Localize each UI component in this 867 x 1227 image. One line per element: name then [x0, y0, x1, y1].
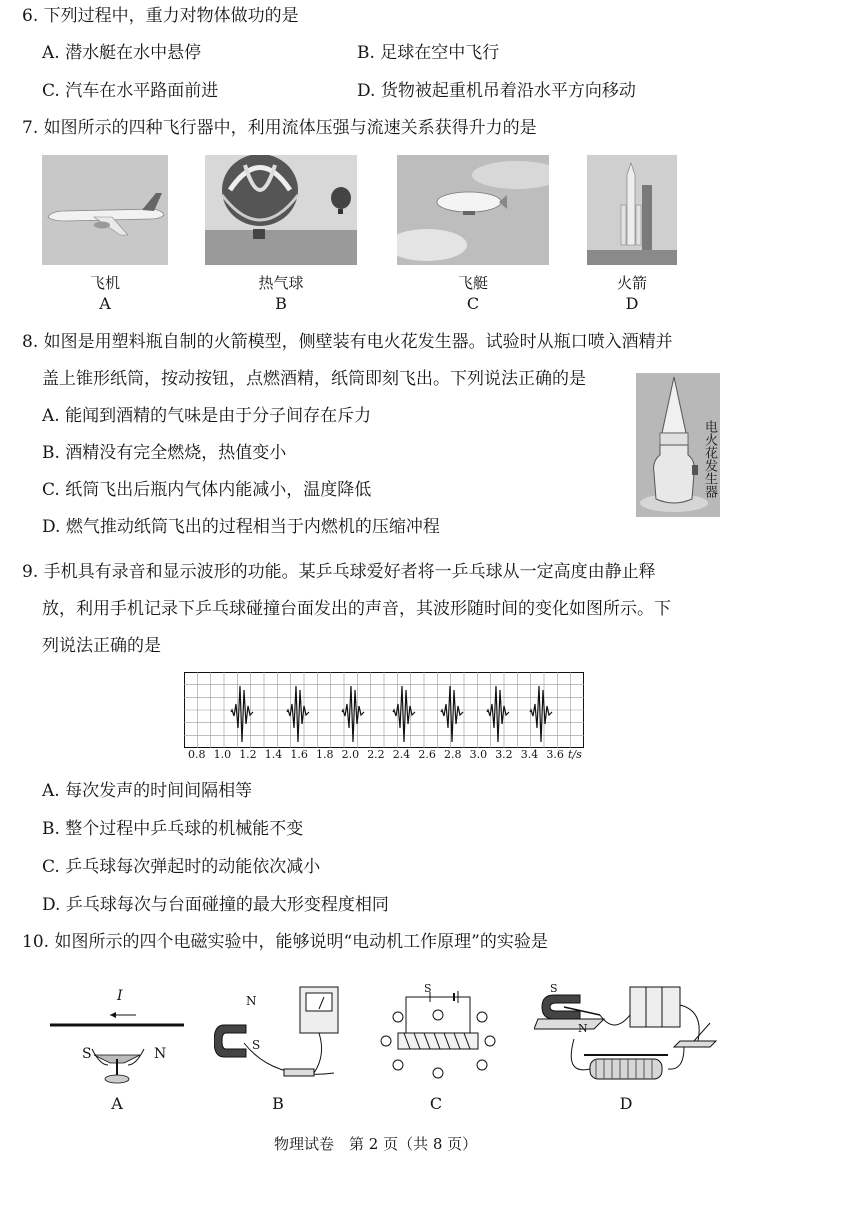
q10-letter-a: A [111, 1094, 123, 1113]
motor-pole-n: N [578, 1022, 588, 1035]
compass-pole-n: N [154, 1046, 167, 1062]
waveform-axis [184, 748, 584, 764]
axis-tick-label: 3.6 [546, 748, 564, 761]
axis-tick-label: 1.2 [239, 748, 257, 761]
q6-stem: 6. 下列过程中，重力对物体做功的是 [22, 6, 299, 26]
q9-option-c: C. 乒乓球每次弹起时的动能依次减小 [42, 857, 321, 877]
q8-stem-line1: 8. 如图是用塑料瓶自制的火箭模型，侧壁装有电火花发生器。试验时从瓶口喷入酒精并 [22, 332, 673, 352]
q8-option-c: C. 纸筒飞出后瓶内气体内能减小，温度降低 [42, 480, 372, 500]
q7-letter-a: A [99, 294, 111, 313]
magnet-pole-s: S [252, 1038, 261, 1052]
q9-option-b: B. 整个过程中乒乓球的机械能不变 [42, 819, 304, 839]
axis-unit-label: t/s [568, 748, 582, 761]
q10-stem: 10. 如图所示的四个电磁实验中，能够说明“电动机工作原理”的实验是 [22, 932, 548, 952]
hot-air-balloon-photo [205, 155, 357, 265]
q9-stem-line2: 放，利用手机记录下乒乓球碰撞台面发出的声音，其波形随时间的变化如图所示。下 [42, 599, 671, 619]
rocket-photo [587, 155, 677, 265]
q7-stem: 7. 如图所示的四种飞行器中，利用流体压强与流速关系获得升力的是 [22, 118, 537, 138]
q7-letter-d: D [625, 294, 639, 313]
caption-airship: 飞艇 [457, 274, 488, 292]
axis-tick-label: 2.6 [418, 748, 436, 761]
magnet-pole-n: N [246, 994, 257, 1008]
airship-photo [397, 155, 549, 265]
axis-tick-label: 3.4 [520, 748, 539, 761]
axis-tick-label: 3.2 [495, 748, 513, 761]
axis-tick-label: 1.4 [264, 748, 283, 761]
caption-hot-air-balloon: 热气球 [258, 274, 304, 292]
axis-tick-label: 0.8 [188, 748, 206, 761]
axis-tick-label: 2.8 [444, 748, 462, 761]
q9-option-d: D. 乒乓球每次与台面碰撞的最大形变程度相同 [42, 895, 389, 915]
q9-stem-line3: 列说法正确的是 [42, 636, 161, 656]
q7-letter-b: B [275, 294, 287, 313]
q10-letter-d: D [619, 1094, 633, 1113]
q8-option-a: A. 能闻到酒精的气味是由于分子间存在斥力 [42, 406, 372, 426]
q6-option-a: A. 潜水艇在水中悬停 [42, 43, 202, 63]
compass-pole-s: S [82, 1046, 92, 1062]
q7-letter-c: C [466, 294, 480, 313]
q6-option-c: C. 汽车在水平路面前进 [42, 81, 219, 101]
q9-option-a: A. 每次发声的时间间隔相等 [42, 781, 253, 801]
page-footer: 物理试卷 第 2 页（共 8 页） [274, 1135, 478, 1153]
airplane-photo [42, 155, 168, 265]
motor-pole-s: S [550, 982, 558, 995]
solenoid-experiment-figure [378, 985, 498, 1085]
axis-tick-label: 1.8 [316, 748, 334, 761]
axis-tick-label: 1.6 [290, 748, 308, 761]
q8-stem-line2: 盖上锥形纸筒，按动按钮，点燃酒精，纸筒即刻飞出。下列说法正确的是 [42, 369, 586, 389]
q6-option-d: D. 货物被起重机吊着沿水平方向移动 [357, 81, 636, 101]
waveform-chart [184, 672, 584, 748]
axis-tick-label: 2.2 [367, 748, 385, 761]
q9-stem-line1: 9. 手机具有录音和显示波形的功能。某乒乓球爱好者将一乒乓球从一定高度由静止释 [22, 562, 656, 582]
q6-option-b: B. 足球在空中飞行 [357, 43, 500, 63]
q10-letter-b: B [272, 1094, 284, 1113]
axis-tick-label: 2.0 [341, 748, 360, 761]
axis-tick-label: 1.0 [213, 748, 232, 761]
q8-option-b: B. 酒精没有完全燃烧，热值变小 [42, 443, 287, 463]
axis-tick-label: 2.4 [392, 748, 411, 761]
induction-experiment-figure [214, 985, 344, 1085]
axis-tick-label: 3.0 [469, 748, 488, 761]
switch-label-c: S [424, 982, 432, 995]
motor-experiment-figure [534, 975, 726, 1087]
caption-airplane: 飞机 [89, 274, 120, 292]
spark-generator-label: 电火花发生器 [702, 420, 717, 498]
current-label: I [117, 988, 123, 1004]
q8-option-d: D. 燃气推动纸筒飞出的过程相当于内燃机的压缩冲程 [42, 517, 440, 537]
caption-rocket: 火箭 [616, 274, 647, 292]
q10-letter-c: C [429, 1094, 443, 1113]
